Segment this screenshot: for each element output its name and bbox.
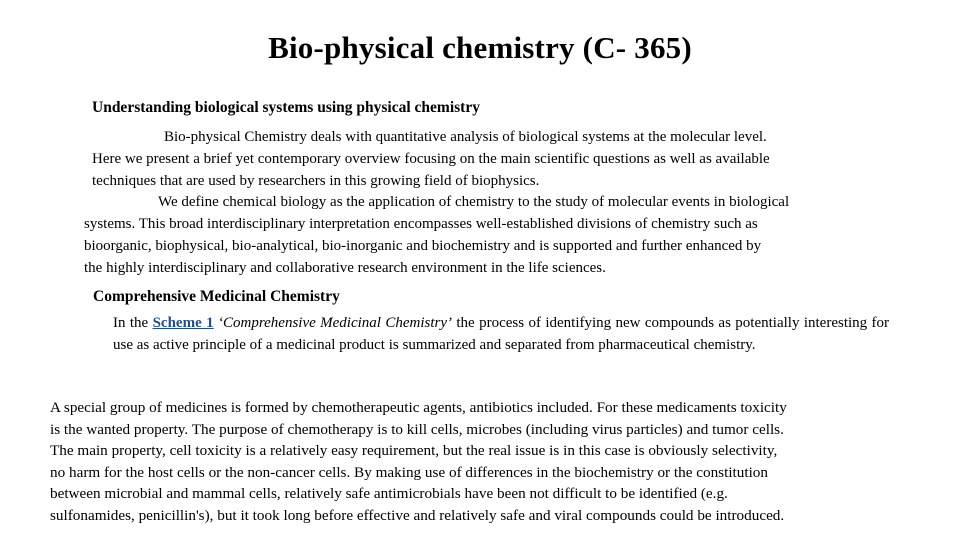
text-line: the highly interdisciplinary and collaborative research environment in the life sciences. [84,260,606,276]
text-line: systems. This broad interdisciplinary interpretation encompasses well-established divisions of chemistry such as [84,216,758,232]
text-line: A special group of medicines is formed by chemotherapeutic agents, antibiotics included. For these medicaments toxicity [50,399,787,416]
text-line: techniques that are used by researchers in this growing field of biophysics. [92,173,540,189]
text-line: is the wanted property. The purpose of chemotherapy is to kill cells, microbes (including virus particles) and tumor cells. [50,420,784,438]
section-heading-biological-systems: Understanding biological systems using physical chemistry [92,99,480,116]
text-line: between microbial and mammal cells, relatively safe antimicrobials have been not difficult to be identified (e.g. [50,485,728,502]
text-line: The main property, cell toxicity is a relatively easy requirement, but the real issue is in this case is obviously selectivity, [50,442,778,459]
text-line: sulfonamides, penicillin's), but it took long before effective and relatively safe and viral compounds could be introduced. [50,506,785,524]
text-line: no harm for the host cells or the non-cancer cells. By making use of differences in the biochemistry or the constitution [50,463,768,481]
paragraph-chemotherapy [50,397,926,526]
section-heading-medicinal-chemistry: Comprehensive Medicinal Chemistry [93,288,340,305]
paragraph-text [93,312,889,356]
paragraph-medicinal-chemistry [93,312,889,356]
paragraph-chemical-biology [84,191,916,279]
text-line: Here we present a brief yet contemporary overview focusing on the main scientific questions as well as available [92,151,770,167]
text-prefix: In the [113,315,149,331]
text-line: We define chemical biology as the application of chemistry to the study of molecular events in biological [158,194,790,210]
text-line: bioorganic, biophysical, bio-analytical, bio-inorganic and biochemistry and is supported and further enhanced by [84,238,762,254]
scheme-1-link[interactable]: Scheme 1 [152,315,214,331]
book-title-quote: ‘Comprehensive Medicinal Chemistry’ [218,315,452,331]
text-line: Bio-physical Chemistry deals with quantitative analysis of biological systems at the molecular level. [164,129,767,145]
text-rest: the process of identifying new compounds as potentially interesting for use as active principle of a medicinal product is summarized and separated from pharmaceutical chemistry. [113,315,890,353]
paragraph-biophysical-intro [92,126,922,192]
page-title: Bio-physical chemistry (C- 365) [268,30,692,65]
